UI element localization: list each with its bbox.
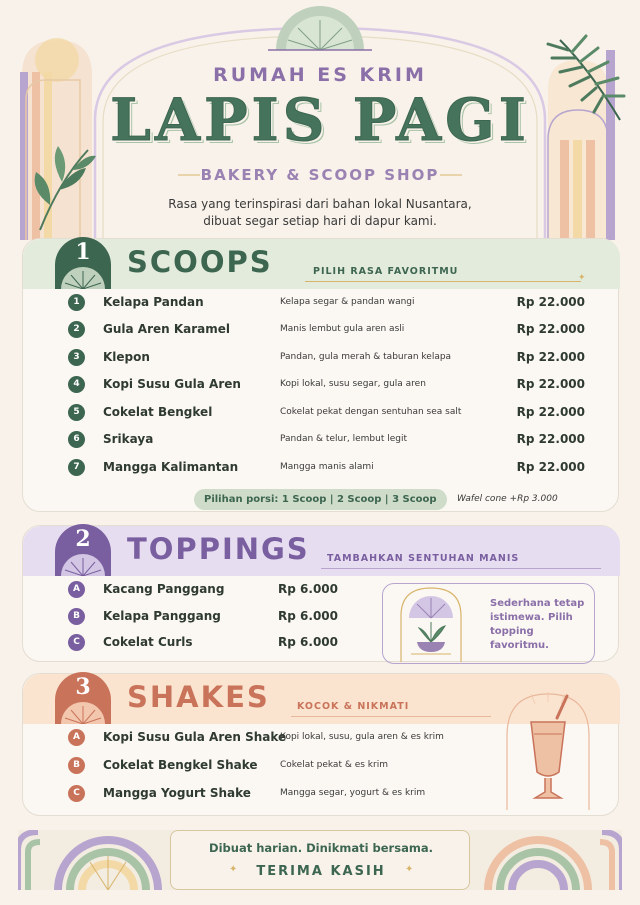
item-number-badge: 3 [68, 349, 85, 366]
sparkle-icon: ✦ [405, 864, 414, 875]
item-price: Rp 6.000 [278, 609, 338, 623]
scoops-section [22, 238, 619, 512]
scoops-tagline-rule [305, 281, 581, 282]
intro-line-1: Rasa yang terinspirasi dari bahan lokal Nusantara, [168, 197, 472, 211]
toppings-section [22, 525, 619, 662]
item-name: Kopi Susu Gula Aren [103, 377, 241, 391]
footer-message-box [170, 830, 470, 890]
item-price: Rp 22.000 [516, 322, 585, 336]
item-name: Klepon [103, 350, 150, 364]
shakes-tagline: KOCOK & NIKMATI [297, 701, 410, 712]
item-description: Cokelat pekat & es krim [280, 760, 388, 770]
scoops-tagline: PILIH RASA FAVORITMU [313, 266, 459, 277]
scoops-title: SCOOPS [127, 245, 273, 279]
shakes-number: 3 [75, 674, 91, 700]
item-price: Rp 22.000 [516, 377, 585, 391]
item-description: Manis lembut gula aren asli [280, 324, 405, 334]
item-description: Cokelat pekat dengan sentuhan sea salt [280, 407, 462, 417]
intro-line-2: dibuat segar setiap hari di dapur kami. [203, 214, 437, 228]
item-number-badge: 7 [68, 459, 85, 476]
item-description: Pandan & telur, lembut legit [280, 434, 407, 444]
shakes-title: SHAKES [127, 680, 270, 714]
scoop-item[interactable] [23, 374, 620, 396]
toppings-tagline-rule [321, 568, 601, 569]
sunburst-icon [268, 6, 372, 50]
topping-promo-text: Sederhana tetap istimewa. Pilih topping favoritmu. [490, 598, 585, 651]
cone-note: Wafel cone +Rp 3.000 [457, 494, 558, 504]
item-name: Kopi Susu Gula Aren Shake [103, 730, 287, 744]
brand-title [0, 86, 640, 154]
scoops-number: 1 [75, 239, 91, 265]
footer [18, 830, 622, 890]
item-name: Kacang Panggang [103, 582, 225, 596]
footer-thanks: TERIMA KASIH [256, 864, 386, 879]
item-letter-badge: B [68, 757, 85, 774]
item-price: Rp 6.000 [278, 582, 338, 596]
shakes-section [22, 673, 619, 816]
item-name: Kelapa Pandan [103, 295, 204, 309]
brand-subtitle: BAKERY & SCOOP SHOP [200, 166, 440, 184]
item-name: Mangga Kalimantan [103, 460, 239, 474]
sparkle-icon: ✦ [578, 273, 586, 283]
item-name: Cokelat Curls [103, 635, 193, 649]
item-description: Kopi lokal, susu, gula aren & es krim [280, 732, 444, 742]
item-name: Gula Aren Karamel [103, 322, 231, 336]
brand-title-text: LAPIS PAGI [110, 86, 530, 154]
item-description: Mangga segar, yogurt & es krim [280, 788, 426, 798]
item-description: Pandan, gula merah & taburan kelapa [280, 352, 452, 362]
item-number-badge: 4 [68, 376, 85, 393]
toppings-tagline: TAMBAHKAN SENTUHAN MANIS [327, 553, 520, 564]
portion-options: Pilihan porsi: 1 Scoop | 2 Scoop | 3 Scoop [194, 489, 447, 510]
item-number-badge: 2 [68, 321, 85, 338]
item-price: Rp 22.000 [516, 460, 585, 474]
footer-tagline: Dibuat harian. Dinikmati bersama. [209, 841, 433, 855]
item-number-badge: 1 [68, 294, 85, 311]
milkshake-glass-icon [501, 688, 596, 810]
item-letter-badge: A [68, 729, 85, 746]
item-letter-badge: A [68, 581, 85, 598]
item-letter-badge: C [68, 634, 85, 651]
scoop-item[interactable] [23, 347, 620, 369]
item-letter-badge: C [68, 785, 85, 802]
item-name: Kelapa Panggang [103, 609, 221, 623]
item-description: Kelapa segar & pandan wangi [280, 297, 415, 307]
item-description: Kopi lokal, susu segar, gula aren [280, 379, 426, 389]
item-price: Rp 22.000 [516, 432, 585, 446]
scoop-item[interactable] [23, 429, 620, 451]
plant-bowl-icon [395, 584, 467, 662]
toppings-title: TOPPINGS [127, 532, 310, 566]
item-price: Rp 22.000 [516, 405, 585, 419]
item-description: Mangga manis alami [280, 462, 374, 472]
shakes-tagline-rule [291, 716, 491, 717]
scoop-item[interactable] [23, 292, 620, 314]
scoop-item[interactable] [23, 457, 620, 479]
sunburst-icon [55, 265, 111, 289]
scoop-item[interactable] [23, 319, 620, 341]
item-letter-badge: B [68, 608, 85, 625]
item-name: Mangga Yogurt Shake [103, 786, 251, 800]
item-name: Cokelat Bengkel Shake [103, 758, 258, 772]
toppings-number: 2 [75, 526, 91, 552]
sunburst-icon [55, 700, 111, 724]
item-number-badge: 5 [68, 404, 85, 421]
item-name: Cokelat Bengkel [103, 405, 213, 419]
item-price: Rp 6.000 [278, 635, 338, 649]
scoop-item[interactable] [23, 402, 620, 424]
sunburst-icon [55, 552, 111, 576]
item-name: Srikaya [103, 432, 154, 446]
item-number-badge: 6 [68, 431, 85, 448]
intro-text [0, 196, 640, 230]
sparkle-icon: ✦ [229, 864, 238, 875]
item-price: Rp 22.000 [516, 350, 585, 364]
item-price: Rp 22.000 [516, 295, 585, 309]
brand-top-label: RUMAH ES KRIM [213, 64, 427, 86]
